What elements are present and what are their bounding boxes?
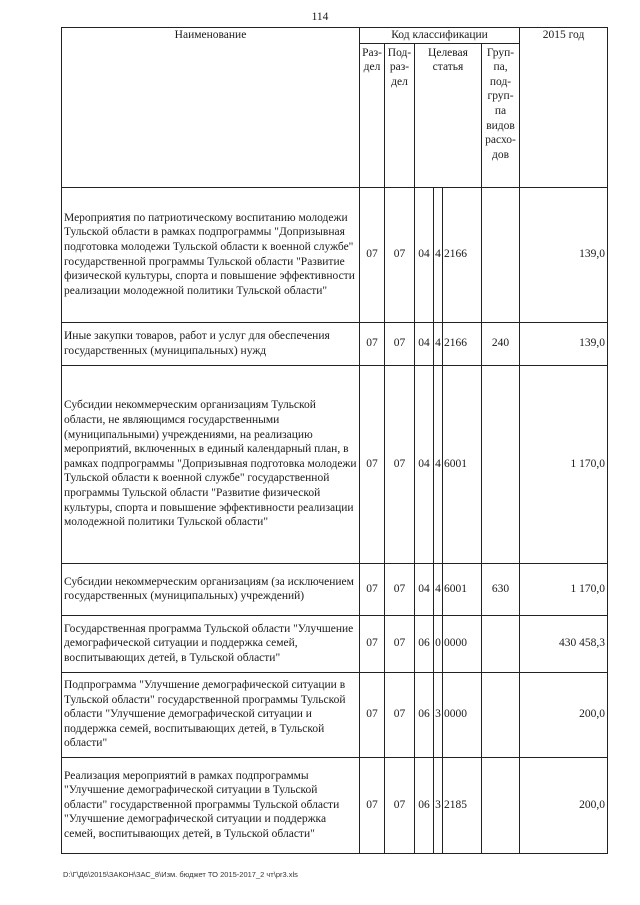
- header-expense-group: Груп- па, под- груп- па видов расхо- дов: [482, 43, 520, 187]
- row-amount: 1 170,0: [520, 365, 608, 563]
- row-name: Субсидии некоммерческим организациям Тульской области, не являющимся государственными (муниципальными) учреждениями, на реализацию мероприятий, включенных в единый календарный план, в рамках подпрограммы "Допризывная подготовка молодежи Тульской области к военной службе" государственной программы Тульской области "Развитие физической культуры, спорта и повышение эффективности реализации молодежной политики Тульской области": [62, 365, 360, 563]
- row-target-direction: 0000: [443, 615, 482, 672]
- row-amount: 200,0: [520, 672, 608, 757]
- row-target-direction: 6001: [443, 365, 482, 563]
- row-expense-group: [482, 757, 520, 853]
- row-amount: 1 170,0: [520, 563, 608, 615]
- row-target-program: 06: [415, 672, 434, 757]
- row-amount: 139,0: [520, 187, 608, 322]
- row-target-program: 04: [415, 563, 434, 615]
- table-row: [62, 563, 608, 615]
- row-section: 07: [360, 615, 385, 672]
- header-target-article: Целевая статья: [415, 43, 482, 187]
- header-classification-code: Код классификации: [360, 28, 520, 44]
- row-expense-group: [482, 187, 520, 322]
- row-target-direction: 6001: [443, 563, 482, 615]
- row-section: 07: [360, 365, 385, 563]
- row-expense-group: [482, 672, 520, 757]
- row-target-subprogram: 4: [434, 365, 443, 563]
- row-section: 07: [360, 672, 385, 757]
- row-name: Иные закупки товаров, работ и услуг для обеспечения государственных (муниципальных) нужд: [62, 322, 360, 365]
- row-section: 07: [360, 187, 385, 322]
- row-target-subprogram: 4: [434, 187, 443, 322]
- header-section: Раз- дел: [360, 43, 385, 187]
- row-subsection: 07: [385, 187, 415, 322]
- table-row: [62, 322, 608, 365]
- row-target-program: 04: [415, 187, 434, 322]
- row-target-program: 04: [415, 322, 434, 365]
- row-name: Реализация мероприятий в рамках подпрограммы "Улучшение демографической ситуации в Тульской области" государственной программы Тульской области "Улучшение демографической ситуации и поддержка семей, воспитывающих детей, в Тульской области": [62, 757, 360, 853]
- row-target-subprogram: 0: [434, 615, 443, 672]
- table-row: [62, 615, 608, 672]
- page-number: 114: [311, 11, 329, 23]
- row-expense-group: [482, 615, 520, 672]
- row-expense-group: [482, 365, 520, 563]
- row-target-program: 04: [415, 365, 434, 563]
- row-subsection: 07: [385, 672, 415, 757]
- row-target-subprogram: 4: [434, 322, 443, 365]
- row-target-program: 06: [415, 757, 434, 853]
- header-year: 2015 год: [520, 28, 608, 188]
- row-target-subprogram: 4: [434, 563, 443, 615]
- row-section: 07: [360, 322, 385, 365]
- row-subsection: 07: [385, 365, 415, 563]
- row-target-direction: 2166: [443, 187, 482, 322]
- row-section: 07: [360, 757, 385, 853]
- row-target-direction: 2166: [443, 322, 482, 365]
- row-expense-group: 240: [482, 322, 520, 365]
- table-row: [62, 672, 608, 757]
- row-amount: 430 458,3: [520, 615, 608, 672]
- row-expense-group: 630: [482, 563, 520, 615]
- row-target-subprogram: 3: [434, 757, 443, 853]
- row-target-direction: 0000: [443, 672, 482, 757]
- row-target-direction: 2185: [443, 757, 482, 853]
- file-path-footer: D:\Г\Д6\2015\ЗАКОН\ЗАС_8\Изм. бюджет ТО 2015-2017_2 чт\pr3.xls: [63, 870, 298, 879]
- row-amount: 200,0: [520, 757, 608, 853]
- row-name: Подпрограмма "Улучшение демографической ситуации в Тульской области" государственной программы Тульской области "Улучшение демографической ситуации и поддержка семей, воспитывающих детей, в Тульской области": [62, 672, 360, 757]
- table-row: [62, 365, 608, 563]
- row-subsection: 07: [385, 322, 415, 365]
- row-name: Мероприятия по патриотическому воспитанию молодежи Тульской области в рамках подпрограммы "Допризывная подготовка молодежи Тульской области к военной службе" государственной программы Тульской области "Развитие физической культуры, спорта и повышение эффективности реализации молодежной политики Тульской области": [62, 187, 360, 322]
- header-name: Наименование: [62, 28, 360, 188]
- table-row: [62, 187, 608, 322]
- row-target-program: 06: [415, 615, 434, 672]
- row-subsection: 07: [385, 757, 415, 853]
- row-name: Государственная программа Тульской области "Улучшение демографической ситуации и поддержка семей, воспитывающих детей, в Тульской области": [62, 615, 360, 672]
- header-subsection: Под- раз- дел: [385, 43, 415, 187]
- row-amount: 139,0: [520, 322, 608, 365]
- row-name: Субсидии некоммерческим организациям (за исключением государственных (муниципальных) учреждений): [62, 563, 360, 615]
- budget-table: [61, 27, 608, 854]
- row-subsection: 07: [385, 615, 415, 672]
- row-target-subprogram: 3: [434, 672, 443, 757]
- table-row: [62, 757, 608, 853]
- row-section: 07: [360, 563, 385, 615]
- row-subsection: 07: [385, 563, 415, 615]
